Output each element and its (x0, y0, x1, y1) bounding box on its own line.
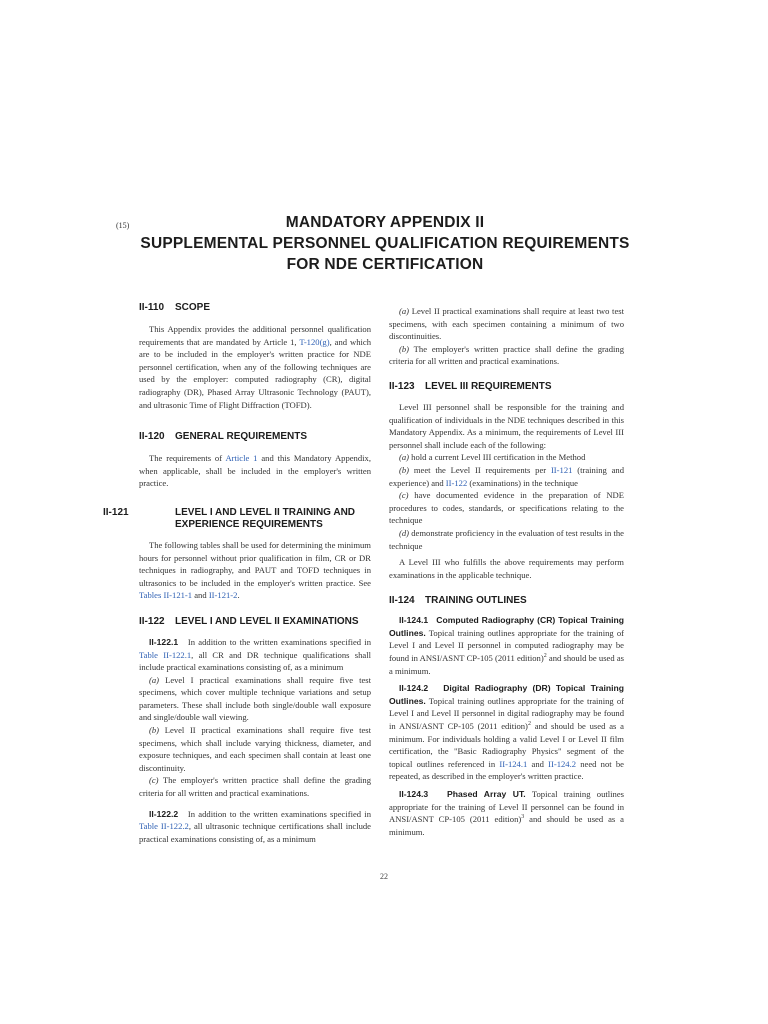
subsection-number: II-122.2 (149, 808, 179, 819)
heading-ii-123 (389, 381, 624, 393)
section-number: II-121 (103, 506, 129, 518)
heading-ii-124 (389, 595, 624, 607)
revision-margin-tag: (15) (116, 221, 130, 230)
section-number: II-120 (139, 431, 165, 443)
item-label: (a) (399, 306, 410, 316)
text: and this Mandatory Appendix, when applicable, shall be included in the employer's written practice. (139, 453, 371, 489)
subsection-number: II-122.1 (149, 636, 179, 647)
item-label: (b) (399, 343, 410, 354)
list-item-b (389, 464, 624, 489)
text: , and which are to be included in the employer's written practice for NDE personnel certification, when any of the following techniques are used by the employer: computed radiography (CR), digital radiography (DR), Phased Array Ultrasonic Technology (PAUT), and ultrasonic Time of Flight Diffraction (TOFD). (139, 336, 371, 410)
text: demonstrate proficiency in the evaluation of test results in the technique (389, 527, 624, 551)
text: Level II practical examinations shall require five test specimens, which shall include varying thickness, diameter, and exposure techniques, and each specimen shall contain at least one discontinuity. (139, 725, 371, 773)
item-label: (b) (149, 725, 160, 736)
paragraph-ii-124-1 (389, 614, 624, 677)
section-number: II-110 (139, 302, 165, 313)
heading-ii-120 (139, 431, 371, 443)
text: hold a current Level III certification in the Method (409, 452, 586, 463)
text: The requirements of (149, 453, 226, 464)
link-table-ii-122-2[interactable]: Table II-122.2 (139, 821, 189, 832)
section-title: TRAINING OUTLINES (425, 595, 527, 607)
text: (examinations) in the technique (467, 477, 578, 488)
footnote-ref[interactable]: 2 (543, 653, 547, 660)
list-item-c (139, 774, 371, 799)
footnote-ref[interactable]: 3 (521, 814, 525, 821)
paragraph-training-tables (139, 539, 371, 602)
text: have documented evidence in the preparation of NDE procedures to codes, standards, or specifications relating to the technique (389, 490, 624, 526)
paragraph-general-requirements (139, 452, 371, 490)
link-article-1[interactable]: Article 1 (225, 453, 258, 464)
text: Topical training outlines appropriate for the training of Level II personnel can be found in ANSI/ASNT CP-105 (2011 edition) (389, 789, 624, 825)
page-number: 22 (380, 872, 388, 881)
list-item-a (389, 451, 624, 464)
heading-ii-121 (103, 506, 371, 531)
text: Topical training outlines appropriate for the training of Level I and Level II personnel in computed radiography may be found in ANSI/ASNT CP-105 (2011 edition) (389, 627, 624, 664)
item-label: (b) (399, 464, 410, 475)
list-item-a (139, 674, 371, 724)
footnote-ref[interactable]: 2 (527, 721, 531, 728)
list-item-b (139, 724, 371, 774)
heading-ii-122 (139, 616, 371, 628)
link-ii-121-2[interactable]: II-121-2 (208, 590, 238, 601)
link-ii-122[interactable]: II-122 (445, 477, 468, 488)
section-title: SCOPE (175, 302, 211, 313)
text: Topical training outlines appropriate for the training of Level I and Level II personnel in digital radiography may be found in ANSI/ASNT CP-105 (2011 edition) (389, 695, 624, 732)
text: and should be used as a minimum. (389, 653, 625, 676)
list-item-c (389, 489, 624, 527)
link-ii-121[interactable]: II-121 (550, 464, 573, 475)
paragraph-ii-124-2 (389, 682, 624, 783)
text: need not be repeated, as described in the employer's written practice. (389, 758, 624, 782)
text: Level I practical examinations shall require five test specimens, which cover multiple technique variations and setup parameters. These shall include both single/double wall exposure and single/double wall viewing. (139, 674, 371, 723)
item-label: (d) (399, 527, 410, 538)
right-column (389, 305, 624, 838)
section-title: GENERAL REQUIREMENTS (175, 431, 308, 443)
paragraph-ii-122-1 (139, 636, 371, 674)
text: and should be used as a minimum. (389, 814, 624, 837)
text: Level II practical examinations shall require at least two test specimens, with each specimen containing a minimum of two discontinuities. (389, 306, 624, 342)
item-label: (a) (149, 674, 160, 685)
subsection-title: Digital Radiography (DR) Topical Training Outlines. (389, 683, 624, 706)
left-column (103, 302, 371, 845)
text: This Appendix provides the additional personnel qualification requirements that are mandated by Article 1, (139, 324, 371, 347)
paragraph-level-iii-perform: A Level III who fulfills the above requirements may perform examinations in the applicable technique. (389, 557, 624, 580)
heading-ii-110 (139, 302, 371, 314)
text: In addition to the written examinations specified in (187, 636, 371, 647)
title-line-1: MANDATORY APPENDIX II (285, 214, 485, 231)
item-label: (c) (399, 490, 409, 501)
paragraph-ii-124-3 (389, 788, 624, 838)
text: The following tables shall be used for determining the minimum hours for personnel without prior qualification in film, CR or DR techniques in radiography, and PAUT and TOFD techniques in ultrasonics to be included in the employer's written practice. See (139, 539, 371, 588)
item-label: (c) (149, 775, 159, 786)
link-ii-124-2[interactable]: II-124.2 (548, 758, 577, 769)
list-item-a-level-ii (389, 305, 624, 343)
link-table-ii-122-1[interactable]: Table II-122.1 (139, 649, 192, 660)
list-item-d (389, 527, 624, 552)
paragraph-level-iii: Level III personnel shall be responsible for the training and qualification of individuals in the NDE techniques described in this Mandatory Appendix. As a minimum, the requirements of Level III personnel shall include each of the following: (389, 401, 624, 450)
subsection-number: II-124.1 (399, 615, 429, 626)
paragraph-ii-122-2 (139, 808, 371, 846)
text: meet the Level II requirements per (409, 464, 551, 475)
paragraph-scope (139, 323, 371, 411)
section-number: II-124 (389, 595, 415, 607)
title-line-3: FOR NDE CERTIFICATION (286, 256, 484, 273)
link-tables-ii-121-1[interactable]: Tables II-121-1 (139, 590, 193, 601)
subsection-number: II-124.2 (399, 683, 429, 694)
section-title: LEVEL III REQUIREMENTS (425, 380, 552, 392)
text: and (192, 590, 209, 601)
list-item-b-grading (389, 343, 624, 368)
subsection-title: Computed Radiography (CR) Topical Training Outlines. (389, 615, 624, 638)
subsection-title: Phased Array UT. (447, 789, 526, 799)
text: , all CR and DR technique qualifications shall include practical examinations consisting of, as a minimum (139, 649, 371, 673)
title-line-2: SUPPLEMENTAL PERSONNEL QUALIFICATION REQUIREMENTS (140, 235, 630, 252)
link-ii-124-1[interactable]: II-124.1 (499, 758, 528, 769)
section-number: II-122 (139, 615, 165, 627)
text: The employer's written practice shall define the grading criteria for all written and practical examinations. (389, 343, 624, 367)
text: (training and experience) and (389, 464, 625, 488)
appendix-title (130, 212, 640, 275)
text: , all ultrasonic technique certifications shall include practical examinations consisting of, as a minimum (139, 821, 371, 844)
text: The employer's written practice shall define the grading criteria for all written and practical examinations. (139, 775, 371, 799)
link-t-120g[interactable]: T-120(g) (299, 336, 330, 347)
text: In addition to the written examinations specified in (187, 808, 371, 819)
text: and should be used as a minimum. For individuals holding a valid Level I or Level II film certification, the "Basic Radiography Physics" segment of the topical outlines referenced in (389, 721, 624, 769)
section-title: LEVEL I AND LEVEL II TRAINING AND EXPERIENCE REQUIREMENTS (175, 506, 356, 530)
subsection-number: II-124.3 (399, 789, 429, 799)
text: and (527, 758, 549, 769)
item-label: (a) (399, 452, 410, 463)
section-number: II-123 (389, 380, 415, 392)
text: . (237, 590, 240, 601)
section-title: LEVEL I AND LEVEL II EXAMINATIONS (175, 615, 359, 627)
